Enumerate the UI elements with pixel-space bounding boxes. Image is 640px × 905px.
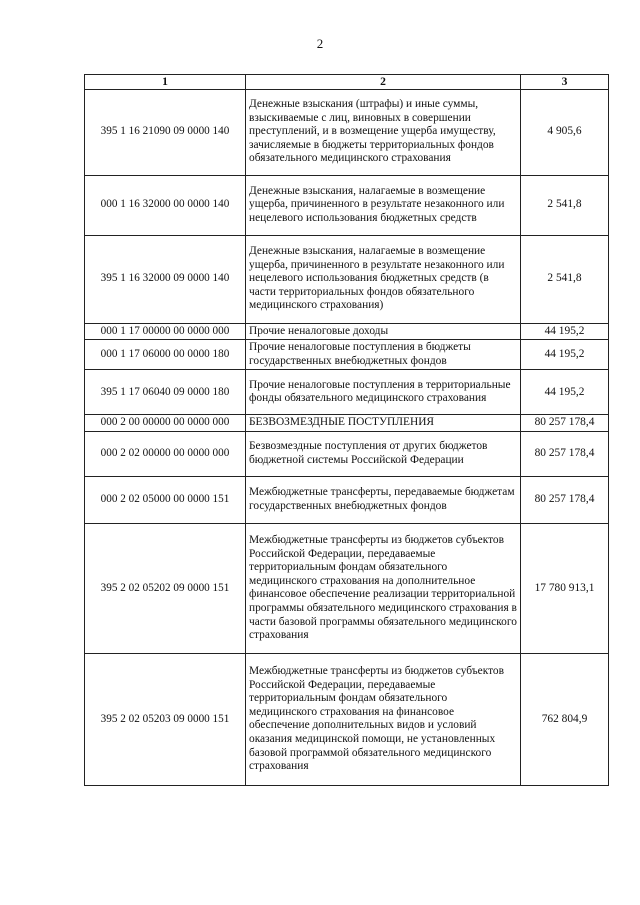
column-header-code: 1 xyxy=(85,75,246,90)
row-amount: 80 257 178,4 xyxy=(521,431,609,476)
table-row xyxy=(85,415,609,432)
row-amount: 44 195,2 xyxy=(521,340,609,370)
row-description: Прочие неналоговые доходы xyxy=(246,323,521,340)
table-row xyxy=(85,89,609,175)
row-amount: 762 804,9 xyxy=(521,653,609,785)
row-code: 000 1 17 06000 00 0000 180 xyxy=(85,340,246,370)
row-code: 000 2 02 00000 00 0000 000 xyxy=(85,431,246,476)
row-code: 395 1 16 32000 09 0000 140 xyxy=(85,235,246,323)
table-row xyxy=(85,370,609,415)
row-description: Денежные взыскания (штрафы) и иные суммы, взыскиваемые с лиц, виновных в совершении преступлений, и в возмещение ущерба имуществу, зачисляемые в бюджеты территориальных фондов обязательного медицинского страхования xyxy=(246,89,521,175)
row-amount: 80 257 178,4 xyxy=(521,415,609,432)
row-description: Денежные взыскания, налагаемые в возмещение ущерба, причиненного в результате незаконного или нецелевого использования бюджетных средств (в части территориальных фондов обязательного медицинского страхования) xyxy=(246,235,521,323)
row-amount: 2 541,8 xyxy=(521,235,609,323)
row-code: 000 1 17 00000 00 0000 000 xyxy=(85,323,246,340)
page-number: 2 xyxy=(316,36,324,51)
table-row xyxy=(85,340,609,370)
table-row xyxy=(85,175,609,235)
table-row xyxy=(85,431,609,476)
row-description: Межбюджетные трансферты из бюджетов субъектов Российской Федерации, передаваемые территориальным фондам обязательного медицинского страхования на дополнительное финансовое обеспечение реализации территориальной программы обязательного медицинского страхования в части базовой программы обязательного медицинского страхования xyxy=(246,523,521,653)
table-row xyxy=(85,235,609,323)
row-code: 000 1 16 32000 00 0000 140 xyxy=(85,175,246,235)
column-header-amount: 3 xyxy=(521,75,609,90)
row-amount: 17 780 913,1 xyxy=(521,523,609,653)
row-code: 395 2 02 05203 09 0000 151 xyxy=(85,653,246,785)
table-row xyxy=(85,523,609,653)
row-code: 395 1 16 21090 09 0000 140 xyxy=(85,89,246,175)
row-description: БЕЗВОЗМЕЗДНЫЕ ПОСТУПЛЕНИЯ xyxy=(246,415,521,432)
row-amount: 44 195,2 xyxy=(521,370,609,415)
row-description: Безвозмездные поступления от других бюджетов бюджетной системы Российской Федерации xyxy=(246,431,521,476)
row-code: 395 1 17 06040 09 0000 180 xyxy=(85,370,246,415)
table-row xyxy=(85,476,609,523)
row-amount: 80 257 178,4 xyxy=(521,476,609,523)
row-description: Денежные взыскания, налагаемые в возмещение ущерба, причиненного в результате незаконного или нецелевого использования бюджетных средств xyxy=(246,175,521,235)
row-code: 395 2 02 05202 09 0000 151 xyxy=(85,523,246,653)
row-amount: 4 905,6 xyxy=(521,89,609,175)
row-description: Межбюджетные трансферты из бюджетов субъектов Российской Федерации, передаваемые территориальным фондам обязательного медицинского страхования на финансовое обеспечение дополнительных видов и условий оказания медицинской помощи, не установленных базовой программой обязательного медицинского страхования xyxy=(246,653,521,785)
table-row xyxy=(85,323,609,340)
column-header-description: 2 xyxy=(246,75,521,90)
row-code: 000 2 02 05000 00 0000 151 xyxy=(85,476,246,523)
budget-revenue-table xyxy=(84,74,609,786)
row-amount: 2 541,8 xyxy=(521,175,609,235)
row-description: Прочие неналоговые поступления в территориальные фонды обязательного медицинского страхования xyxy=(246,370,521,415)
row-description: Прочие неналоговые поступления в бюджеты государственных внебюджетных фондов xyxy=(246,340,521,370)
row-description: Межбюджетные трансферты, передаваемые бюджетам государственных внебюджетных фондов xyxy=(246,476,521,523)
table-header-row xyxy=(85,75,609,90)
row-amount: 44 195,2 xyxy=(521,323,609,340)
table-row xyxy=(85,653,609,785)
row-code: 000 2 00 00000 00 0000 000 xyxy=(85,415,246,432)
